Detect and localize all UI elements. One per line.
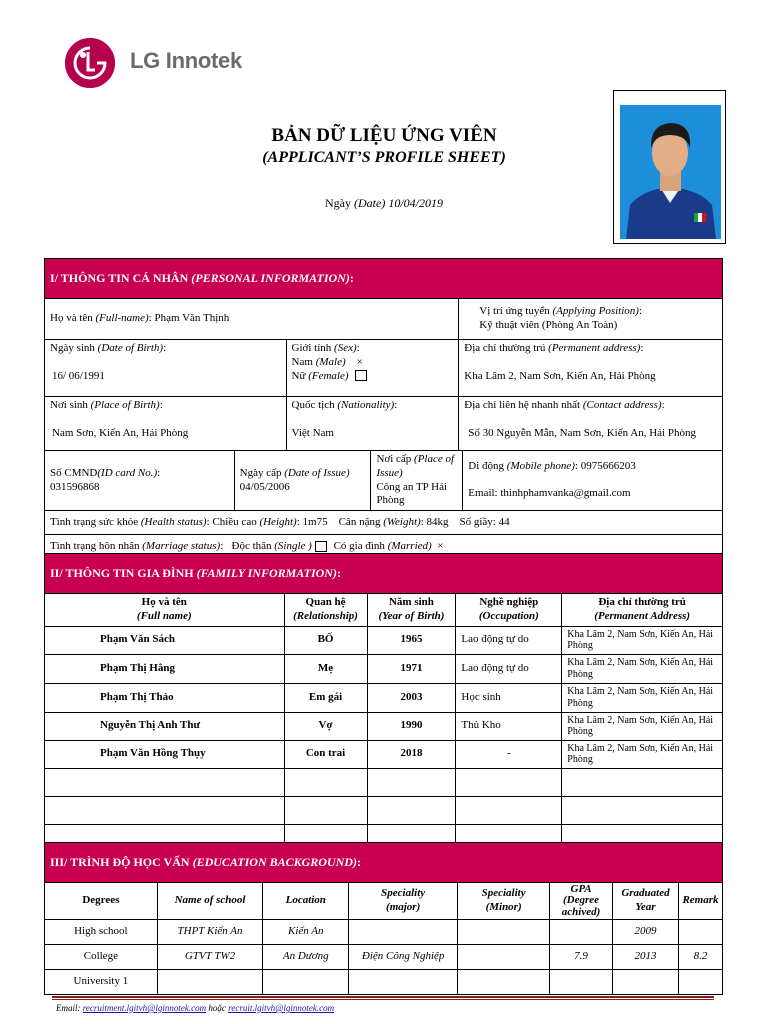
education-table — [44, 842, 723, 995]
family-address: Kha Lâm 2, Nam Sơn, Kiến An, Hải Phòng — [562, 626, 723, 654]
family-relationship: Vợ — [284, 712, 367, 740]
id-card-value: 031596868 — [50, 480, 100, 493]
edu-header-major: Speciality (major) — [349, 883, 458, 920]
family-relationship: Mẹ — [284, 654, 367, 683]
edu-gpa — [550, 920, 613, 945]
family-address: Kha Lâm 2, Nam Sơn, Kiến An, Hải Phòng — [562, 712, 723, 740]
edu-location: An Dương — [263, 945, 349, 970]
permanent-address-cell: Địa chỉ thường trú (Permanent address): Kha Lâm 2, Nam Sơn, Kiến An, Hải Phòng — [459, 340, 723, 397]
footer-contact: Email: recruitment.lgitvh@lginnotek.com hoặc recruit.lgitvh@lginnotek.com — [56, 1003, 335, 1013]
company-logo-text: LG Innotek — [130, 48, 242, 73]
family-name: Nguyễn Thị Anh Thư — [45, 712, 285, 740]
issue-date-value: 04/05/2006 — [239, 480, 290, 493]
height-value: 1m75 — [302, 515, 328, 528]
edu-location — [263, 970, 349, 995]
male-checkbox[interactable]: × — [356, 355, 363, 368]
edu-header-remark: Remark — [678, 883, 722, 920]
edu-major: Điện Công Nghiệp — [349, 945, 458, 970]
married-checkbox[interactable]: × — [437, 539, 444, 552]
recruit-email-link[interactable]: recruit.lgitvh@lginnotek.com — [228, 1003, 335, 1013]
family-year: 1965 — [367, 626, 456, 654]
table-row — [45, 945, 723, 970]
weight-value: 84kg — [426, 515, 449, 528]
dob-value: 16/ 06/1991 — [52, 369, 105, 382]
position-value: Kỹ thuật viên (Phòng An Toàn) — [479, 319, 618, 331]
personal-info-table — [44, 258, 723, 559]
edu-minor — [458, 970, 550, 995]
table-row — [45, 796, 723, 824]
edu-minor — [458, 920, 550, 945]
edu-school: THPT Kiến An — [157, 920, 263, 945]
fullname-value: Phạm Văn Thịnh — [154, 312, 230, 325]
footer-divider — [52, 996, 714, 998]
family-occupation: - — [456, 740, 562, 768]
applicant-photo-frame — [613, 90, 726, 244]
family-year: 1990 — [367, 712, 456, 740]
section-personal-header: I/ THÔNG TIN CÁ NHÂN (PERSONAL INFORMATION): — [45, 259, 723, 299]
recruitment-email-link[interactable]: recruitment.lgitvh@lginnotek.com — [82, 1003, 207, 1013]
family-occupation: Học sinh — [456, 683, 562, 712]
family-relationship: Con trai — [284, 740, 367, 768]
contact-address-value: Số 30 Nguyễn Mẫn, Nam Sơn, Kiến An, Hải Phòng — [468, 426, 696, 439]
edu-degree: High school — [45, 920, 158, 945]
family-info-table — [44, 553, 723, 853]
family-year: 1971 — [367, 654, 456, 683]
nationality-cell: Quốc tịch (Nationality): Việt Nam — [286, 397, 459, 451]
sex-cell: Giới tính (Sex): Nam (Male) × Nữ (Female) — [286, 340, 459, 397]
family-header-address: Địa chỉ thường trú (Permanent Address) — [562, 594, 723, 627]
family-relationship: Em gái — [284, 683, 367, 712]
family-header-occupation: Nghề nghiệp (Occupation) — [456, 594, 562, 627]
applicant-photo — [620, 105, 721, 239]
table-row — [45, 626, 723, 654]
family-year: 2018 — [367, 740, 456, 768]
position-cell: Vị trí ứng tuyển (Applying Position): Kỹ thuật viên (Phòng An Toàn) — [459, 299, 723, 340]
family-occupation: Lao động tự do — [456, 626, 562, 654]
id-card-cell: Số CMND(ID card No.): 031596868 — [45, 451, 235, 511]
issue-date-cell: Ngày cấp (Date of Issue) 04/05/2006 — [234, 451, 371, 511]
contact-address-cell: Địa chỉ liên hệ nhanh nhất (Contact address): Số 30 Nguyễn Mẫn, Nam Sơn, Kiến An, Hải Phòng — [459, 397, 723, 451]
edu-remark — [678, 970, 722, 995]
shoe-size-value: 44 — [498, 515, 510, 528]
edu-minor — [458, 945, 550, 970]
family-year: 2003 — [367, 683, 456, 712]
section-education-header: III/ TRÌNH ĐỘ HỌC VẤN (EDUCATION BACKGROUND): — [45, 843, 723, 883]
fullname-cell: Họ và tên (Full-name): Phạm Văn Thịnh — [45, 299, 459, 340]
edu-gpa — [550, 970, 613, 995]
footer-divider-thin — [52, 999, 714, 1000]
family-address: Kha Lâm 2, Nam Sơn, Kiến An, Hải Phòng — [562, 683, 723, 712]
family-name: Phạm Văn Hồng Thụy — [45, 740, 285, 768]
table-row — [45, 712, 723, 740]
single-checkbox[interactable] — [315, 541, 327, 552]
edu-school: GTVT TW2 — [157, 945, 263, 970]
edu-header-graduated: Graduated Year — [612, 883, 678, 920]
family-name: Phạm Thị Thảo — [45, 683, 285, 712]
issue-place-value: Công an TP Hải Phòng — [376, 480, 448, 507]
family-address: Kha Lâm 2, Nam Sơn, Kiến An, Hải Phòng — [562, 740, 723, 768]
edu-header-degrees: Degrees — [45, 883, 158, 920]
table-row — [45, 683, 723, 712]
email-value: thinhphamvanka@gmail.com — [500, 487, 631, 500]
female-checkbox[interactable] — [355, 370, 367, 381]
edu-gpa: 7.9 — [550, 945, 613, 970]
family-occupation: Thủ Kho — [456, 712, 562, 740]
table-row — [45, 920, 723, 945]
page-title: BẢN DỮ LIỆU ỨNG VIÊN — [271, 125, 497, 146]
table-row — [45, 654, 723, 683]
contact-phone-email-cell: Di động (Mobile phone): 0975666203 Email: thinhphamvanka@gmail.com — [463, 451, 723, 511]
edu-degree: College — [45, 945, 158, 970]
edu-location: Kiến An — [263, 920, 349, 945]
table-row — [45, 768, 723, 796]
family-occupation: Lao động tự do — [456, 654, 562, 683]
edu-header-gpa: GPA (Degree achived) — [550, 883, 613, 920]
edu-year: 2009 — [612, 920, 678, 945]
table-row — [45, 970, 723, 995]
edu-year: 2013 — [612, 945, 678, 970]
document-date: Ngày (Date) 10/04/2019 — [325, 196, 443, 210]
edu-major — [349, 970, 458, 995]
pob-cell: Nơi sinh (Place of Birth): Nam Sơn, Kiến An, Hải Phòng — [45, 397, 287, 451]
permanent-address-value: Kha Lâm 2, Nam Sơn, Kiến An, Hải Phòng — [464, 369, 656, 382]
edu-major — [349, 920, 458, 945]
dob-cell: Ngày sinh (Date of Birth): 16/ 06/1991 — [45, 340, 287, 397]
nationality-value: Việt Nam — [291, 426, 334, 439]
edu-remark: 8.2 — [678, 945, 722, 970]
family-name: Phạm Văn Sách — [45, 626, 285, 654]
edu-remark — [678, 920, 722, 945]
edu-header-school: Name of school — [157, 883, 263, 920]
family-header-relationship: Quan hệ (Relationship) — [284, 594, 367, 627]
edu-header-location: Location — [263, 883, 349, 920]
pob-value: Nam Sơn, Kiến An, Hải Phòng — [52, 426, 189, 439]
table-row — [45, 740, 723, 768]
page-subtitle: (APPLICANT’S PROFILE SHEET) — [262, 149, 506, 166]
health-status-cell: Tình trạng sức khỏe (Health status): Chiều cao (Height): 1m75 Cân nặng (Weight): 84kg Số giầy: 44 — [45, 511, 723, 535]
issue-place-cell: Nơi cấp (Place of Issue) Công an TP Hải Phòng — [371, 451, 463, 511]
marriage-status-cell: Tình trạng hôn nhân (Marriage status): Độc thân (Single ) Có gia đình (Married) × — [45, 535, 723, 559]
edu-year — [612, 970, 678, 995]
edu-degree: University 1 — [45, 970, 158, 995]
family-relationship: BỐ — [284, 626, 367, 654]
lg-logo-icon — [65, 38, 115, 88]
edu-school — [157, 970, 263, 995]
family-name: Phạm Thị Hằng — [45, 654, 285, 683]
family-header-year: Năm sinh (Year of Birth) — [367, 594, 456, 627]
section-family-header: II/ THÔNG TIN GIA ĐÌNH (FAMILY INFORMATION): — [45, 554, 723, 594]
mobile-value: 0975666203 — [580, 459, 636, 472]
family-address: Kha Lâm 2, Nam Sơn, Kiến An, Hải Phòng — [562, 654, 723, 683]
edu-header-minor: Speciality (Minor) — [458, 883, 550, 920]
family-header-name: Họ và tên (Full name) — [45, 594, 285, 627]
